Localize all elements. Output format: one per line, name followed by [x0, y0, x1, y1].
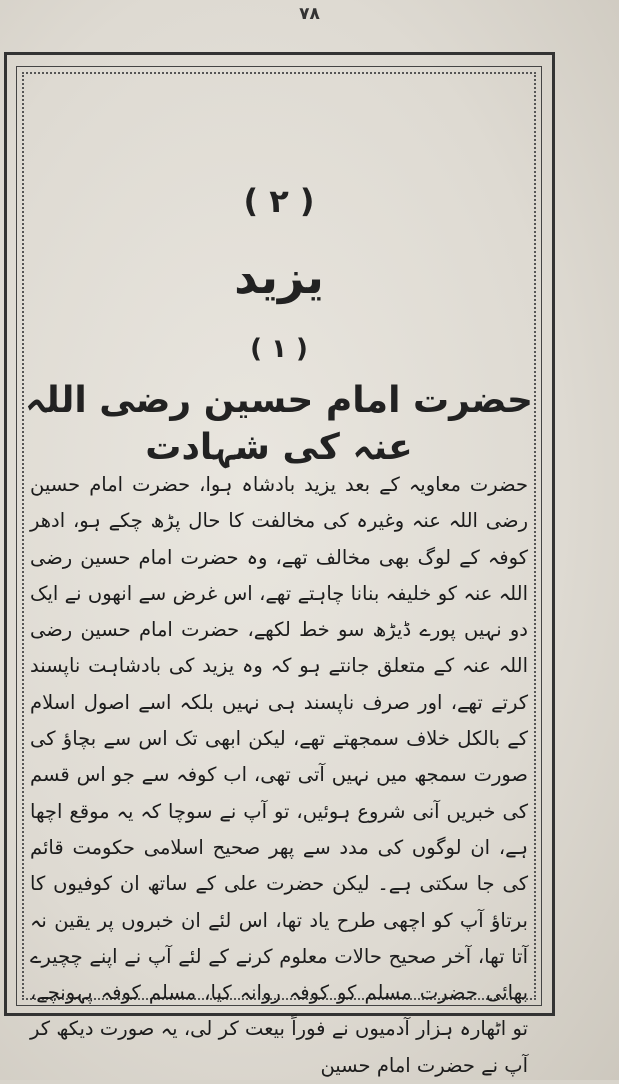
chapter-title: یزید — [234, 250, 324, 304]
page-number: ٧٨ — [299, 4, 320, 24]
article-title: حضرت امام حسین رضی اللہ عنہ کی شہادت — [25, 380, 533, 468]
section-number: ( ٢ ) — [243, 182, 315, 220]
page-content — [22, 72, 536, 1077]
body-paragraph: حضرت معاویہ کے بعد یزید بادشاہ ہوا، حضرت امام حسین رضی اللہ عنہ وغیرہ کی مخالفت کا حال پڑھ چکے ہو، ادھر کوفہ کے لوگ بھی مخالف تھے، وہ حضرت امام حسین رضی اللہ عنہ کو خلیفہ بنانا چاہتے تھے، اس غرض سے انھوں نے ایک دو نہیں پورے ڈیڑھ سو خط لکھے، حضرت امام حسین رضی اللہ عنہ کے متعلق جانتے ہو کہ وہ یزید کی بادشاہت ناپسند کرتے تھے، اور صرف ناپسند ہی نہیں بلکہ اسے اصول اسلام کے بالکل خلاف سمجھتے تھے، لیکن ابھی تک اس سے بچاؤ کی صورت سمجھ میں نہیں آتی تھی، اب کوفہ سے جو اس قسم کی خبریں آنی شروع ہوئیں، تو آپ نے سوچا کہ یہ موقع اچھا ہے، ان لوگوں کی مدد سے پھر صحیح اسلامی حکومت قائم کی جا سکتی ہے۔ لیکن حضرت علی کے ساتھ ان کوفیوں کا برتاؤ آپ کو اچھی طرح یاد تھا، اس لئے ان خبروں پر یقین نہ آتا تھا، آخر صحیح حالات معلوم کرنے کے لئے آپ نے اپنے چچیرے بھائی حضرت مسلم کو کوفہ روانہ کیا، مسلم کوفہ پہونچے، تو اٹھارہ ہزار آدمیوں نے فوراً بیعت کر لی، یہ صورت دیکھ کر آپ نے حضرت امام حسین — [30, 473, 528, 1077]
sub-section-number: ( ١ ) — [250, 334, 308, 364]
